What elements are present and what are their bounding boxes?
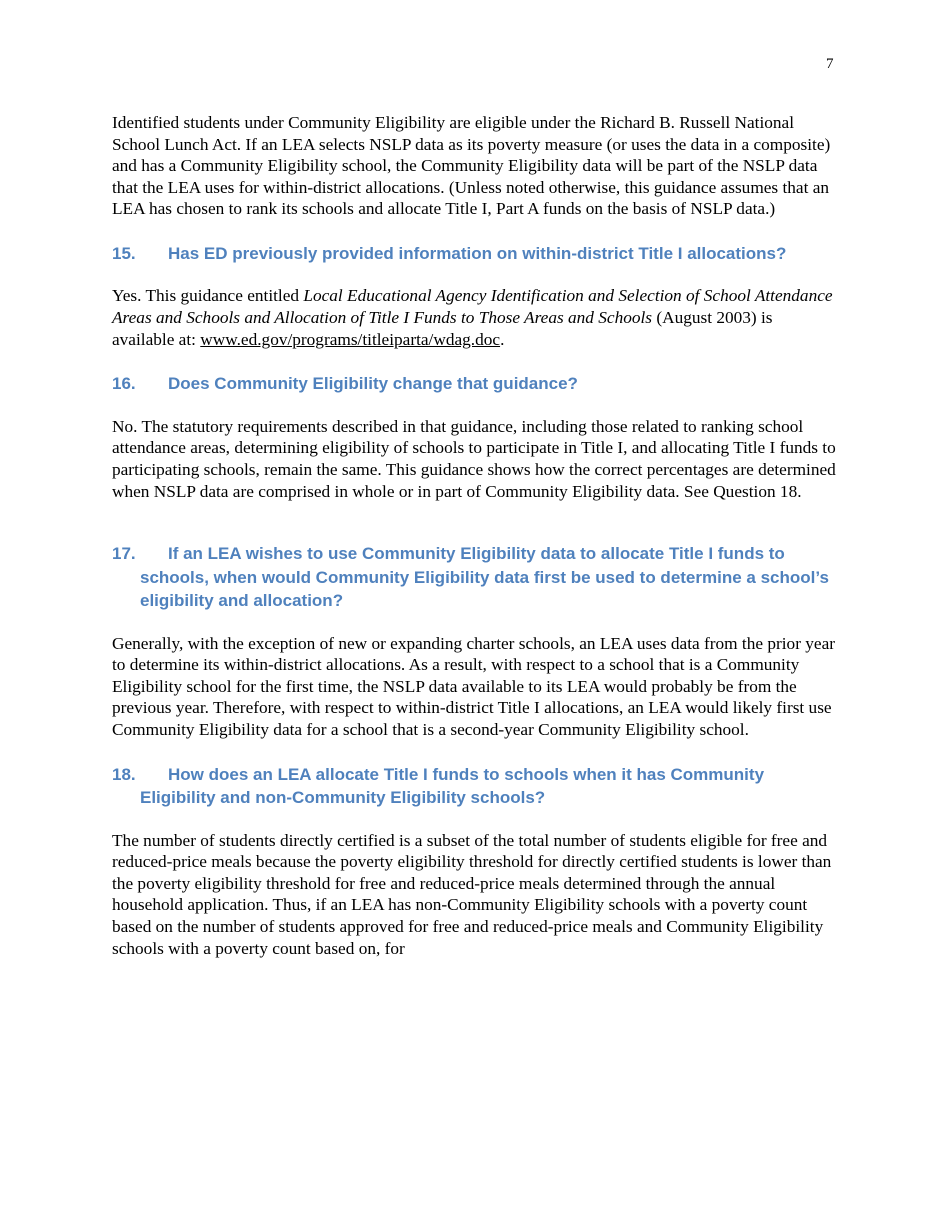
guidance-title: Local Educational Agency Identification and Selection of School Attendance Areas and Schools and Allocation of Title I Funds to Those Areas and Schools (112, 286, 833, 328)
question-18-answer: The number of students directly certified is a subset of the total number of students eligible for free and reduced-price meals because the poverty eligibility threshold for directly certified students is lower than the poverty eligibility threshold for free and reduced-price meals determined through the annual household application. Thus, if an LEA has non-Community Eligibility schools with a poverty count based on the number of students approved for free and reduced-price meals and Community Eligibility schools with a poverty count based on, for (112, 830, 832, 958)
question-title: Does Community Eligibility change that guidance? (168, 374, 578, 394)
question-17-answer: Generally, with the exception of new or expanding charter schools, an LEA uses data from the prior year to determine its within-district allocations. As a result, with respect to a school that is a Community Eligibility school for the first time, the NSLP data available to its LEA would probably be from the previous year. Therefore, with respect to within-district Title I allocations, an LEA would likely first use Community Eligibility data for a school that is a second-year Community Eligibility school. (112, 633, 836, 739)
question-title: If an LEA wishes to use Community Eligibility data to allocate Title I funds to schools, when would Community Eligibility data first be used to determine a school’s eligibility and allocation? (140, 544, 829, 611)
question-17-heading (112, 542, 838, 613)
guidance-link[interactable]: www.ed.gov/programs/titleiparta/wdag.doc (200, 329, 501, 349)
question-15-answer (112, 285, 838, 350)
question-title: How does an LEA allocate Title I funds to schools when it has Community Eligibility and non-Community Eligibility schools? (140, 764, 765, 808)
question-18-heading (112, 763, 838, 810)
question-16-heading (112, 372, 838, 396)
answer-text: (August 2003) is available at: (112, 308, 773, 349)
question-number: 18. (112, 764, 136, 784)
document-body (112, 112, 838, 959)
answer-text: Yes. This guidance entitled (112, 286, 304, 306)
question-number: 16. (112, 374, 136, 394)
question-number: 15. (112, 243, 136, 263)
question-title: Has ED previously provided information on within-district Title I allocations? (168, 243, 787, 263)
intro-paragraph: Identified students under Community Eligibility are eligible under the Richard B. Russell National School Lunch Act. If an LEA selects NSLP data as its poverty measure (or uses the data in a composite) and has a Community Eligibility school, the Community Eligibility data will be part of the NSLP data that the LEA uses for within-district allocations. (Unless noted otherwise, this guidance assumes that an LEA has chosen to rank its schools and allocate Title I, Part A funds on the basis of NSLP data.) (112, 113, 831, 219)
question-15-heading (112, 242, 838, 266)
answer-text: . (500, 329, 505, 349)
question-16-answer: No. The statutory requirements described in that guidance, including those related to ranking school attendance areas, determining eligibility of schools to participate in Title I, and allocating Title I funds to participating schools, remain the same. This guidance shows how the correct percentages are determined when NSLP data are comprised in whole or in part of Community Eligibility data. See Question 18. (112, 416, 836, 501)
question-number: 17. (112, 544, 136, 564)
page-number: 7 (826, 56, 834, 72)
